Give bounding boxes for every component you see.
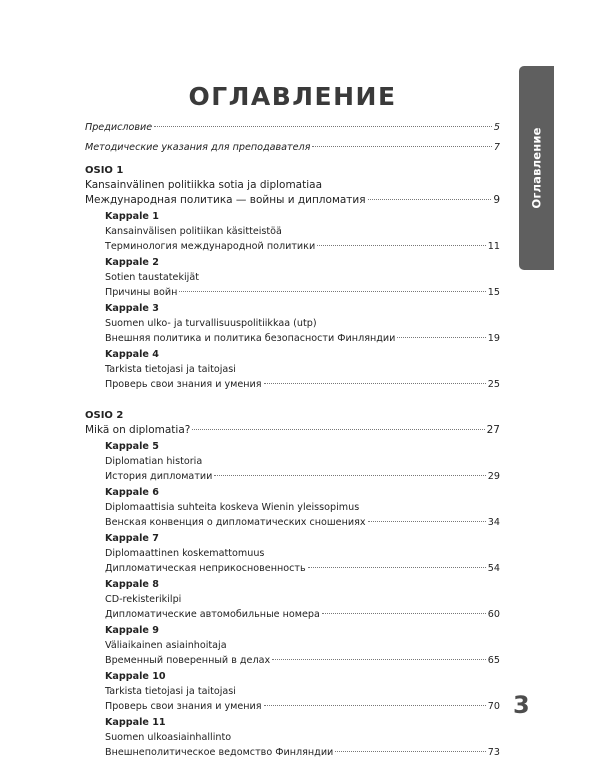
chapter-title-ru: Временный поверенный в делах [105,655,271,666]
chapter-title-ru: Проверь свои знания и умения [105,701,262,712]
toc-page-number: 65 [487,655,500,666]
chapter-title-fi: Diplomaattinen koskemattomuus [105,548,265,559]
chapter-title-fi: Diplomatian historia [105,456,203,467]
toc-page-number: 5 [493,122,500,133]
toc-page-number: 9 [493,194,500,206]
dot-leader [179,291,485,292]
chapter-title-fi: Väliaikainen asiainhoitaja [105,640,227,651]
toc-page-number: 54 [487,563,500,574]
chapter-title-ru: Дипломатические автомобильные номера [105,609,320,620]
chapter-title-ru: Терминология международной политики [105,241,316,252]
toc-entry-section-1[interactable] [85,193,500,208]
toc-page-number: 11 [487,241,500,252]
chapter-title-fi: Tarkista tietojasi ja taitojasi [105,686,236,697]
toc-entry[interactable] [105,515,500,530]
toc-page-number: 70 [487,701,500,712]
toc-page-number: 27 [486,424,500,436]
chapter-title-ru: Дипломатическая неприкосновенность [105,563,306,574]
section-label: OSIO 2 [85,410,124,421]
toc-page-number: 7 [493,142,500,153]
toc-chapter-5 [105,440,500,484]
dot-leader [335,751,485,752]
toc-entry[interactable] [105,239,500,254]
toc-page-number: 19 [487,333,500,344]
toc-entry-text: Предисловие [85,122,153,133]
toc-entry-section-2[interactable] [85,423,500,438]
dot-leader [317,245,486,246]
toc-page-number: 29 [487,471,500,482]
chapter-title-fi: Suomen ulkoasiainhallinto [105,732,232,743]
dot-leader [154,126,492,127]
toc-page-number: 25 [487,379,500,390]
chapter-label: Kappale 6 [105,487,159,498]
toc-entry[interactable] [105,653,500,668]
toc-chapter-6 [105,486,500,530]
dot-leader [368,521,486,522]
section-title: Mikä on diplomatia? [85,424,191,436]
chapter-label: Kappale 1 [105,211,159,222]
chapter-label: Kappale 11 [105,717,166,728]
section-title-fi: Kansainvälinen politiikka sotia ja diplomatiaa [85,179,323,191]
chapter-title-ru: Внешнеполитическое ведомство Финляндии [105,747,334,758]
dot-leader [308,567,486,568]
chapter-title-fi: Kansainvälisen politiikan käsitteistöä [105,226,282,237]
chapter-label: Kappale 2 [105,257,159,268]
toc-page-number: 34 [487,517,500,528]
toc-section-osio-1 [85,164,500,392]
toc-entry[interactable] [105,377,500,392]
toc-chapter-7 [105,532,500,576]
chapter-label: Kappale 4 [105,349,159,360]
toc-entry[interactable] [105,331,500,346]
chapter-title-fi: Tarkista tietojasi ja taitojasi [105,364,236,375]
toc-page-number: 73 [487,747,500,758]
toc-page-number: 15 [487,287,500,298]
chapter-label: Kappale 5 [105,441,159,452]
toc-chapter-2 [105,256,500,300]
table-of-contents [85,120,500,760]
chapter-title-ru: Причины войн [105,287,178,298]
chapter-title-ru: Венская конвенция о дипломатических сношениях [105,517,366,528]
toc-entry[interactable] [105,285,500,300]
chapter-label: Kappale 8 [105,579,159,590]
chapter-label: Kappale 9 [105,625,159,636]
page-title: ОГЛАВЛЕНИЕ [188,82,397,111]
chapter-title-fi: CD-rekisterikilpi [105,594,182,605]
chapter-title-fi: Suomen ulko- ja turvallisuuspolitiikkaa (utp) [105,318,317,329]
section-label: OSIO 1 [85,165,124,176]
dot-leader [272,659,486,660]
chapter-title-fi: Sotien taustatekijät [105,272,199,283]
dot-leader [264,383,486,384]
dot-leader [322,613,486,614]
section-title-ru: Международная политика — войны и дипломатия [85,194,366,206]
dot-leader [312,146,491,147]
toc-chapter-9 [105,624,500,668]
toc-page-number: 60 [487,609,500,620]
dot-leader [192,429,484,430]
toc-chapter-11 [105,716,500,760]
toc-entry[interactable] [105,699,500,714]
toc-entry[interactable] [105,745,500,760]
chapter-title-ru: История дипломатии [105,471,213,482]
toc-section-osio-2 [85,409,500,760]
toc-chapter-4 [105,348,500,392]
toc-entry-teacher-guide[interactable] [85,140,500,155]
chapter-label: Kappale 3 [105,303,159,314]
dot-leader [214,475,485,476]
toc-entry[interactable] [105,469,500,484]
dot-leader [368,199,492,200]
toc-chapter-1 [105,210,500,254]
toc-entry-preface[interactable] [85,120,500,135]
chapter-label: Kappale 7 [105,533,159,544]
dot-leader [264,705,486,706]
side-tab-label: Оглавление [529,127,544,209]
toc-chapter-10 [105,670,500,714]
chapter-title-ru: Внешняя политика и политика безопасности Финляндии [105,333,396,344]
toc-entry[interactable] [105,607,500,622]
dot-leader [397,337,485,338]
toc-chapter-3 [105,302,500,346]
toc-entry-text: Методические указания для преподавателя [85,142,311,153]
toc-chapter-8 [105,578,500,622]
section-side-tab [519,66,554,270]
chapter-label: Kappale 10 [105,671,166,682]
toc-entry[interactable] [105,561,500,576]
chapter-title-ru: Проверь свои знания и умения [105,379,262,390]
page-number: 3 [513,691,530,719]
chapter-title-fi: Diplomaattisia suhteita koskeva Wienin yleissopimus [105,502,360,513]
